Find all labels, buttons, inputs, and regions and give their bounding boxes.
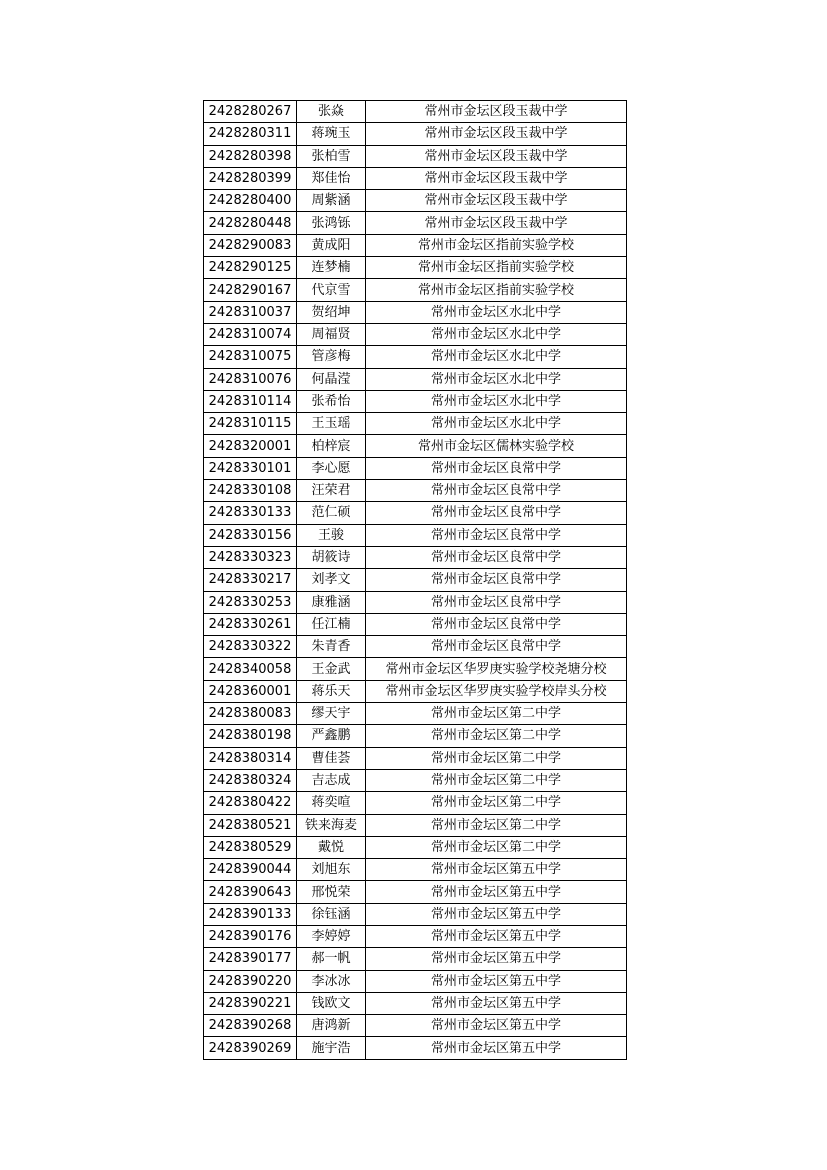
table-row (204, 680, 627, 702)
table-row (204, 591, 627, 613)
student-name-cell: 铁来海麦 (297, 814, 366, 836)
school-name-cell: 常州市金坛区第五中学 (366, 970, 627, 992)
table-row (204, 346, 627, 368)
student-name-cell: 黄成阳 (297, 234, 366, 256)
school-name-cell: 常州市金坛区水北中学 (366, 390, 627, 412)
student-id-cell: 2428390269 (204, 1037, 297, 1059)
student-name-cell: 张柏雪 (297, 145, 366, 167)
student-id-cell: 2428390221 (204, 992, 297, 1014)
student-id-cell: 2428330253 (204, 591, 297, 613)
student-name-cell: 施宇浩 (297, 1037, 366, 1059)
student-id-cell: 2428280448 (204, 212, 297, 234)
table-row (204, 970, 627, 992)
school-name-cell: 常州市金坛区良常中学 (366, 457, 627, 479)
school-name-cell: 常州市金坛区第二中学 (366, 814, 627, 836)
table-row (204, 881, 627, 903)
school-name-cell: 常州市金坛区第二中学 (366, 792, 627, 814)
student-name-cell: 蒋奕喧 (297, 792, 366, 814)
student-id-cell: 2428310114 (204, 390, 297, 412)
student-id-cell: 2428310076 (204, 368, 297, 390)
student-name-cell: 严鑫鹏 (297, 725, 366, 747)
table-row (204, 101, 627, 123)
student-id-cell: 2428330217 (204, 569, 297, 591)
table-row (204, 368, 627, 390)
table-row (204, 814, 627, 836)
student-id-cell: 2428320001 (204, 435, 297, 457)
table-row (204, 435, 627, 457)
table-row (204, 1015, 627, 1037)
student-id-cell: 2428380521 (204, 814, 297, 836)
table-row (204, 279, 627, 301)
student-id-cell: 2428330323 (204, 546, 297, 568)
student-name-cell: 张希怡 (297, 390, 366, 412)
student-name-cell: 李心愿 (297, 457, 366, 479)
table-row (204, 502, 627, 524)
student-id-cell: 2428380422 (204, 792, 297, 814)
student-name-cell: 李婷婷 (297, 925, 366, 947)
school-name-cell: 常州市金坛区第二中学 (366, 725, 627, 747)
school-name-cell: 常州市金坛区良常中学 (366, 591, 627, 613)
student-table (203, 100, 627, 1060)
student-name-cell: 郝一帆 (297, 948, 366, 970)
student-name-cell: 张鸿铄 (297, 212, 366, 234)
school-name-cell: 常州市金坛区指前实验学校 (366, 279, 627, 301)
student-id-cell: 2428280267 (204, 101, 297, 123)
table-row (204, 145, 627, 167)
table-row (204, 792, 627, 814)
table-row (204, 725, 627, 747)
school-name-cell: 常州市金坛区水北中学 (366, 368, 627, 390)
table-row (204, 925, 627, 947)
table-row (204, 836, 627, 858)
student-name-cell: 张焱 (297, 101, 366, 123)
school-name-cell: 常州市金坛区第五中学 (366, 903, 627, 925)
student-id-cell: 2428390176 (204, 925, 297, 947)
school-name-cell: 常州市金坛区段玉裁中学 (366, 190, 627, 212)
table-row (204, 1037, 627, 1059)
school-name-cell: 常州市金坛区良常中学 (366, 480, 627, 502)
table-body (204, 101, 627, 1060)
student-id-cell: 2428390220 (204, 970, 297, 992)
student-id-cell: 2428330101 (204, 457, 297, 479)
student-name-cell: 刘旭东 (297, 859, 366, 881)
student-name-cell: 吉志成 (297, 769, 366, 791)
school-name-cell: 常州市金坛区良常中学 (366, 546, 627, 568)
student-id-cell: 2428310037 (204, 301, 297, 323)
student-name-cell: 柏梓宸 (297, 435, 366, 457)
school-name-cell: 常州市金坛区儒林实验学校 (366, 435, 627, 457)
student-name-cell: 王玉瑶 (297, 413, 366, 435)
student-id-cell: 2428380314 (204, 747, 297, 769)
table-row (204, 257, 627, 279)
table-row (204, 703, 627, 725)
table-row (204, 301, 627, 323)
student-id-cell: 2428380083 (204, 703, 297, 725)
table-row (204, 413, 627, 435)
student-id-cell: 2428340058 (204, 658, 297, 680)
table-row (204, 480, 627, 502)
student-name-cell: 王金武 (297, 658, 366, 680)
school-name-cell: 常州市金坛区水北中学 (366, 413, 627, 435)
table-row (204, 190, 627, 212)
table-row (204, 636, 627, 658)
student-name-cell: 刘孝文 (297, 569, 366, 591)
school-name-cell: 常州市金坛区良常中学 (366, 569, 627, 591)
student-name-cell: 连梦楠 (297, 257, 366, 279)
table-row (204, 569, 627, 591)
student-name-cell: 代京雪 (297, 279, 366, 301)
student-id-cell: 2428390177 (204, 948, 297, 970)
school-name-cell: 常州市金坛区段玉裁中学 (366, 101, 627, 123)
school-name-cell: 常州市金坛区水北中学 (366, 301, 627, 323)
student-name-cell: 李冰冰 (297, 970, 366, 992)
school-name-cell: 常州市金坛区段玉裁中学 (366, 212, 627, 234)
student-name-cell: 周紫涵 (297, 190, 366, 212)
student-id-cell: 2428310075 (204, 346, 297, 368)
table-row (204, 123, 627, 145)
student-id-cell: 2428330322 (204, 636, 297, 658)
school-name-cell: 常州市金坛区第二中学 (366, 747, 627, 769)
student-id-cell: 2428360001 (204, 680, 297, 702)
school-name-cell: 常州市金坛区水北中学 (366, 346, 627, 368)
student-id-cell: 2428380198 (204, 725, 297, 747)
table-row (204, 859, 627, 881)
student-id-cell: 2428280398 (204, 145, 297, 167)
student-name-cell: 任江楠 (297, 613, 366, 635)
student-name-cell: 贺绍坤 (297, 301, 366, 323)
student-name-cell: 管彦梅 (297, 346, 366, 368)
table-row (204, 546, 627, 568)
school-name-cell: 常州市金坛区第五中学 (366, 992, 627, 1014)
student-name-cell: 康雅涵 (297, 591, 366, 613)
student-name-cell: 范仁硕 (297, 502, 366, 524)
student-name-cell: 徐钰涵 (297, 903, 366, 925)
student-name-cell: 戴悦 (297, 836, 366, 858)
table-row (204, 457, 627, 479)
school-name-cell: 常州市金坛区第五中学 (366, 1037, 627, 1059)
table-row (204, 613, 627, 635)
school-name-cell: 常州市金坛区水北中学 (366, 323, 627, 345)
school-name-cell: 常州市金坛区第二中学 (366, 703, 627, 725)
student-id-cell: 2428330108 (204, 480, 297, 502)
student-id-cell: 2428380529 (204, 836, 297, 858)
student-id-cell: 2428310074 (204, 323, 297, 345)
school-name-cell: 常州市金坛区段玉裁中学 (366, 145, 627, 167)
school-name-cell: 常州市金坛区段玉裁中学 (366, 123, 627, 145)
student-name-cell: 钱欧文 (297, 992, 366, 1014)
table-row (204, 234, 627, 256)
student-name-cell: 缪天宇 (297, 703, 366, 725)
table-row (204, 167, 627, 189)
table-row (204, 769, 627, 791)
student-name-cell: 王骏 (297, 524, 366, 546)
table-row (204, 658, 627, 680)
school-name-cell: 常州市金坛区指前实验学校 (366, 257, 627, 279)
student-id-cell: 2428380324 (204, 769, 297, 791)
student-id-cell: 2428330261 (204, 613, 297, 635)
student-name-cell: 胡筱诗 (297, 546, 366, 568)
student-name-cell: 汪荣君 (297, 480, 366, 502)
school-name-cell: 常州市金坛区华罗庚实验学校尧塘分校 (366, 658, 627, 680)
school-name-cell: 常州市金坛区第五中学 (366, 948, 627, 970)
table-row (204, 948, 627, 970)
student-id-cell: 2428280400 (204, 190, 297, 212)
school-name-cell: 常州市金坛区指前实验学校 (366, 234, 627, 256)
school-name-cell: 常州市金坛区段玉裁中学 (366, 167, 627, 189)
table-row (204, 747, 627, 769)
school-name-cell: 常州市金坛区良常中学 (366, 613, 627, 635)
student-id-cell: 2428330133 (204, 502, 297, 524)
student-id-cell: 2428280399 (204, 167, 297, 189)
school-name-cell: 常州市金坛区良常中学 (366, 502, 627, 524)
student-id-cell: 2428390044 (204, 859, 297, 881)
student-id-cell: 2428390268 (204, 1015, 297, 1037)
school-name-cell: 常州市金坛区第二中学 (366, 769, 627, 791)
student-id-cell: 2428290125 (204, 257, 297, 279)
student-name-cell: 朱青香 (297, 636, 366, 658)
school-name-cell: 常州市金坛区良常中学 (366, 636, 627, 658)
student-name-cell: 唐鸿新 (297, 1015, 366, 1037)
table-row (204, 903, 627, 925)
table-row (204, 992, 627, 1014)
school-name-cell: 常州市金坛区华罗庚实验学校岸头分校 (366, 680, 627, 702)
school-name-cell: 常州市金坛区第五中学 (366, 1015, 627, 1037)
student-name-cell: 周福贤 (297, 323, 366, 345)
student-id-cell: 2428310115 (204, 413, 297, 435)
table-row (204, 323, 627, 345)
student-name-cell: 蒋琬玉 (297, 123, 366, 145)
student-id-cell: 2428290167 (204, 279, 297, 301)
student-name-cell: 郑佳怡 (297, 167, 366, 189)
student-id-cell: 2428290083 (204, 234, 297, 256)
table-row (204, 524, 627, 546)
student-id-cell: 2428330156 (204, 524, 297, 546)
table-row (204, 212, 627, 234)
school-name-cell: 常州市金坛区良常中学 (366, 524, 627, 546)
student-name-cell: 何晶滢 (297, 368, 366, 390)
school-name-cell: 常州市金坛区第五中学 (366, 881, 627, 903)
school-name-cell: 常州市金坛区第二中学 (366, 836, 627, 858)
student-name-cell: 邢悦荣 (297, 881, 366, 903)
student-name-cell: 蒋乐天 (297, 680, 366, 702)
school-name-cell: 常州市金坛区第五中学 (366, 859, 627, 881)
student-id-cell: 2428280311 (204, 123, 297, 145)
student-id-cell: 2428390643 (204, 881, 297, 903)
student-name-cell: 曹佳荟 (297, 747, 366, 769)
student-id-cell: 2428390133 (204, 903, 297, 925)
table-row (204, 390, 627, 412)
school-name-cell: 常州市金坛区第五中学 (366, 925, 627, 947)
